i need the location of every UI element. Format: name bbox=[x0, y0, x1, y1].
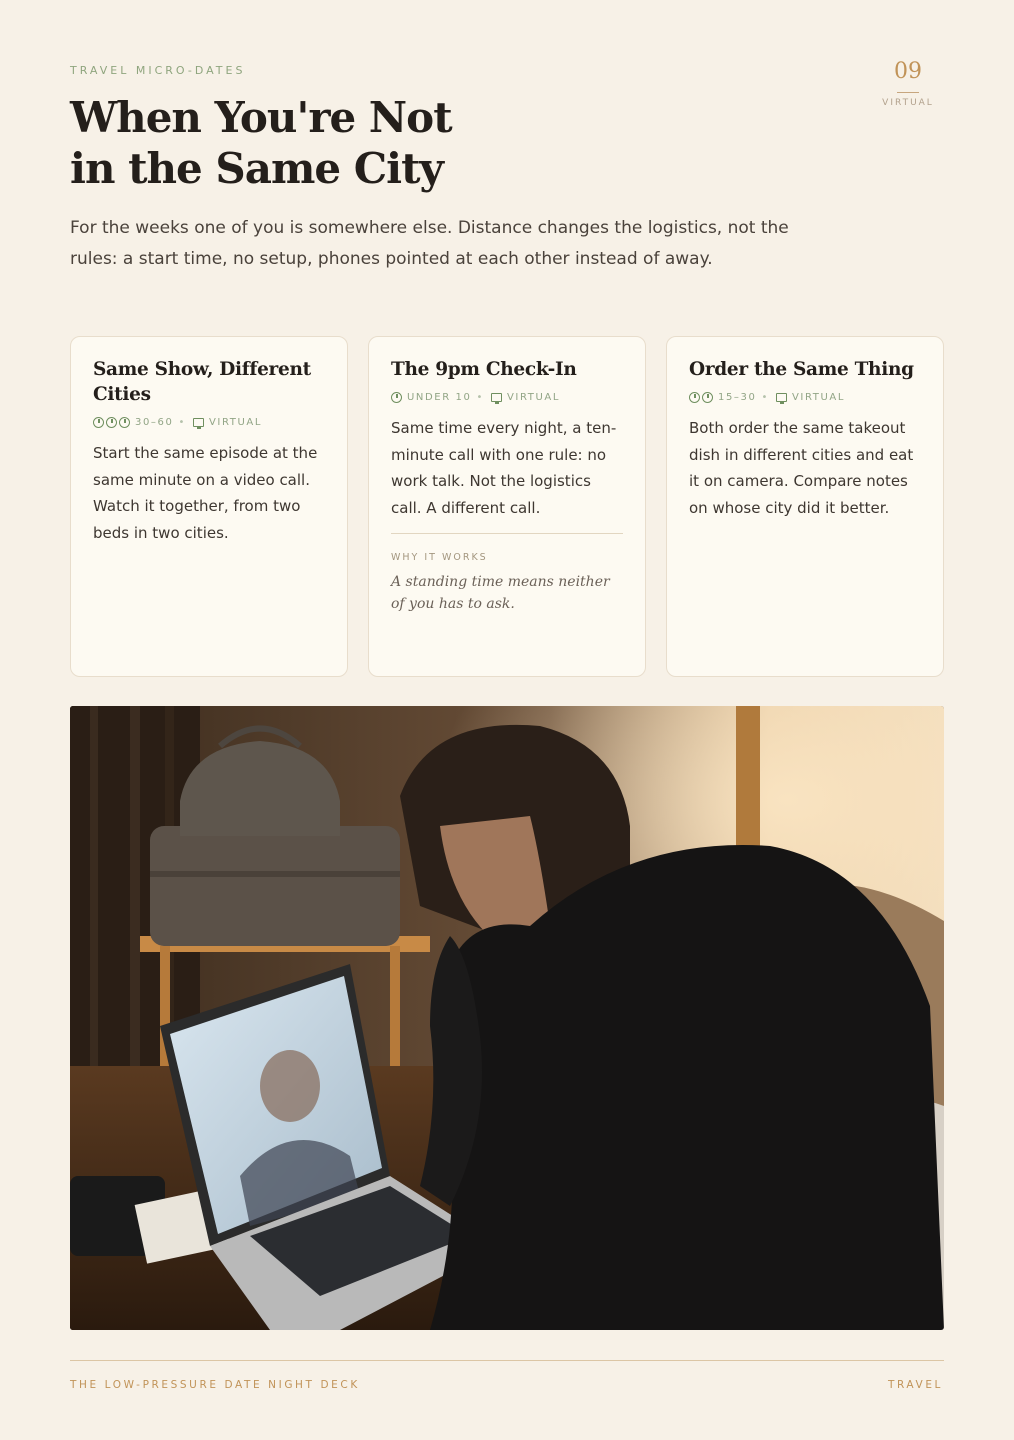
screen-icon bbox=[776, 393, 787, 402]
footer-deck-name: THE LOW-PRESSURE DATE NIGHT DECK bbox=[70, 1379, 360, 1391]
card-mode: VIRTUAL bbox=[506, 392, 561, 403]
time-icons bbox=[93, 417, 130, 428]
why-it-works-label: WHY IT WORKS bbox=[391, 552, 488, 563]
clock-icon bbox=[702, 392, 713, 403]
photo-illustration bbox=[70, 706, 944, 1330]
clock-icon bbox=[689, 392, 700, 403]
card-divider bbox=[391, 533, 623, 534]
page-number: 09 bbox=[894, 59, 922, 84]
card-body: Both order the same takeout dish in different cities and eat it on camera. Compare notes on whose city did it better. bbox=[689, 419, 914, 517]
page-number-block bbox=[873, 58, 943, 108]
time-icons bbox=[689, 392, 713, 403]
idea-cards bbox=[70, 336, 944, 677]
card-duration: 15–30 bbox=[718, 392, 757, 403]
clock-icon bbox=[119, 417, 130, 428]
photo-man-on-video-call bbox=[70, 706, 944, 1330]
card-mode: VIRTUAL bbox=[791, 392, 846, 403]
idea-card-same-show bbox=[70, 336, 348, 677]
page-title-line-2: in the Same City bbox=[70, 144, 443, 193]
card-title: The 9pm Check-In bbox=[391, 359, 577, 380]
card-duration: 30–60 bbox=[135, 417, 174, 428]
card-duration: UNDER 10 bbox=[407, 392, 472, 403]
clock-icon bbox=[106, 417, 117, 428]
card-title: Same Show, Different Cities bbox=[93, 359, 311, 405]
footer-section: TRAVEL bbox=[887, 1379, 943, 1391]
section-eyebrow: TRAVEL MICRO-DATES bbox=[70, 64, 246, 77]
why-it-works-text: A standing time means neither of you has to ask. bbox=[391, 574, 610, 612]
clock-icon bbox=[93, 417, 104, 428]
page-title-line-1: When You're Not bbox=[70, 93, 452, 142]
meta-separator: • bbox=[761, 392, 769, 403]
time-icons bbox=[391, 392, 402, 403]
card-title: Order the Same Thing bbox=[689, 359, 914, 380]
card-body: Same time every night, a ten-minute call with one rule: no work talk. Not the logistics call. A different call. bbox=[391, 419, 617, 517]
meta-separator: • bbox=[178, 417, 186, 428]
intro-paragraph: For the weeks one of you is somewhere else. Distance changes the logistics, not the rules: a start time, no setup, phones pointed at each other instead of away. bbox=[70, 218, 789, 269]
card-mode: VIRTUAL bbox=[208, 417, 263, 428]
card-meta bbox=[689, 392, 921, 403]
screen-icon bbox=[193, 418, 204, 427]
page-title bbox=[70, 92, 590, 194]
page-number-rule bbox=[897, 92, 919, 93]
idea-card-order-same-thing bbox=[666, 336, 944, 677]
footer-rule bbox=[70, 1360, 944, 1361]
page-tag: VIRTUAL bbox=[882, 98, 934, 108]
card-body: Start the same episode at the same minute on a video call. Watch it together, from two beds in two cities. bbox=[93, 444, 318, 542]
idea-card-9pm-check-in bbox=[368, 336, 646, 677]
card-meta bbox=[93, 417, 325, 428]
card-meta bbox=[391, 392, 623, 403]
screen-icon bbox=[491, 393, 502, 402]
clock-icon bbox=[391, 392, 402, 403]
meta-separator: • bbox=[476, 392, 484, 403]
